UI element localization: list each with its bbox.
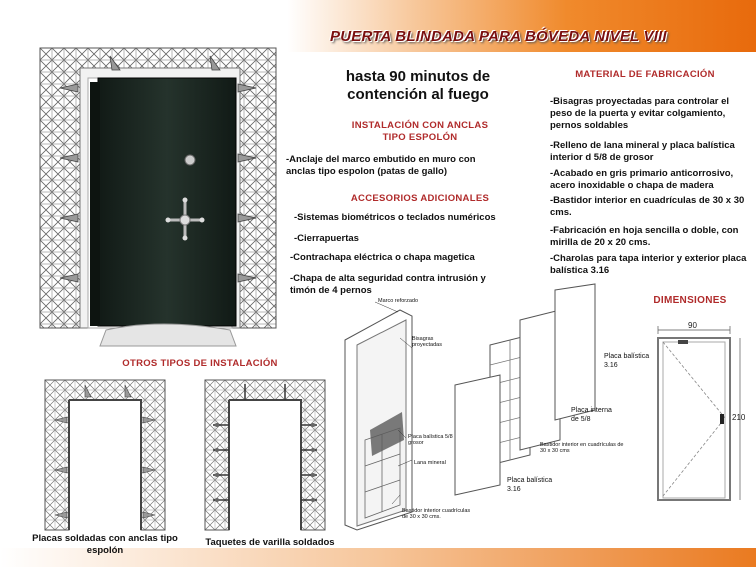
material-item: -Fabricación en hoja sencilla o doble, con mirilla de 20 x 20 cms.: [550, 225, 739, 248]
accessory-item: -Chapa de alta seguridad contra intrusión y timón de 4 pernos: [290, 273, 486, 296]
accessory-item: -Cierrapuertas: [294, 233, 359, 244]
dimension-height: 210: [732, 413, 746, 422]
other-install-title: OTROS TIPOS DE INSTALACIÓN: [122, 358, 278, 369]
install-text: -Anclaje del marco embutido en muro con anclas tipo espolon (patas de gallo): [286, 154, 476, 177]
label-bisagras: Bisagras proyectadas: [412, 336, 442, 348]
install-type-caption: Taquetes de varilla soldados: [205, 537, 335, 548]
label-placa316-bottom: Placa balística 3.16: [507, 477, 553, 493]
material-item: -Bisagras proyectadas para controlar el peso de la puerta y evitar colgamiento, pernos soldables: [550, 96, 729, 131]
label-lana: Lana mineral: [414, 460, 446, 466]
label-marco: Marco reforzado: [378, 298, 419, 304]
dimension-width: 90: [688, 321, 697, 330]
install-type-caption: Placas soldadas con anclas tipo espolón: [32, 533, 178, 556]
material-item: -Bastidor interior en cuadrículas de 30 x 30 cms.: [550, 195, 745, 218]
fire-rating: hasta 90 minutos de contención al fuego: [345, 68, 491, 103]
install-type-2-illustration: [205, 380, 325, 530]
accessories-title: ACCESORIOS ADICIONALES: [350, 193, 490, 204]
label-bastidor-left: Bastidor interior cuadrículas de 30 x 30 cms.: [402, 508, 471, 520]
material-item: -Relleno de lana mineral y placa balística interior d 5/8 de grosor: [550, 140, 735, 163]
material-item: -Acabado en gris primario anticorrosivo, acero inoxidable o chapa de madera: [550, 168, 734, 191]
material-item: -Charolas para tapa interior y exterior placa balística 3.16: [550, 253, 747, 276]
dimensions-title: DIMENSIONES: [653, 295, 727, 306]
main-door-illustration: [40, 48, 280, 348]
label-placa316-top: Placa balística 3.16: [604, 353, 650, 369]
label-placa58: Placa balística 5/8 grosor: [408, 434, 453, 446]
label-bastidor-mid: Bastidor interior en cuadrículas de 30 x 30 cms: [540, 442, 624, 454]
materials-title: MATERIAL DE FABRICACIÓN: [575, 69, 715, 80]
accessory-item: -Contrachapa eléctrica o chapa magetica: [290, 252, 475, 263]
accessory-item: -Sistemas biométricos o teclados numéricos: [294, 212, 496, 223]
install-title: INSTALACIÓN CON ANCLAS TIPO ESPOLÓN: [351, 120, 489, 143]
label-placa-interna: Placa interna de 5/8: [571, 407, 612, 423]
install-type-1-illustration: [45, 380, 165, 530]
page-title: PUERTA BLINDADA PARA BÓVEDA NIVEL VIII: [330, 28, 667, 45]
